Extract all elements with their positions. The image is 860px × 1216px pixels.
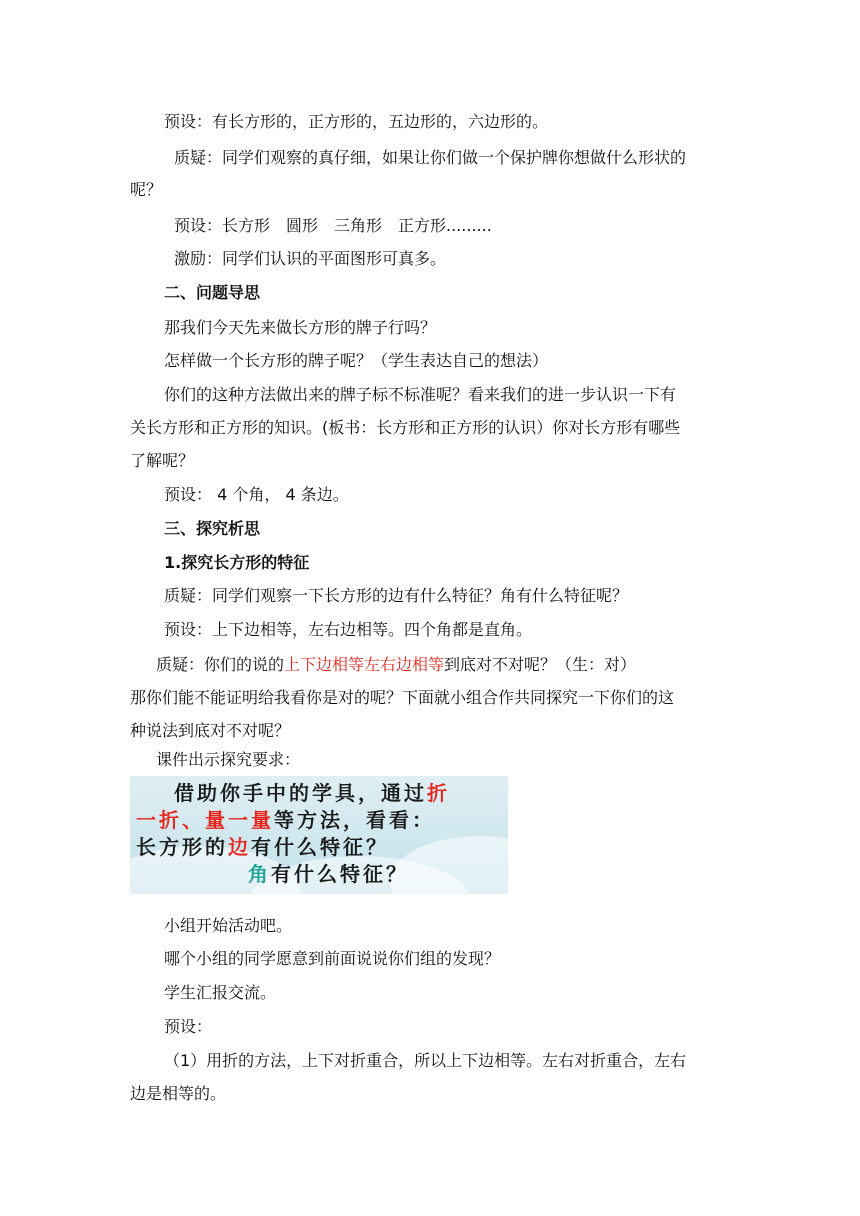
section-heading-2: 二、问题导思 bbox=[164, 283, 261, 302]
paragraph-question-line1: 质疑：同学们观察的真仔细，如果让你们做一个保护牌你想做什么形状的 bbox=[174, 148, 687, 167]
paragraph-preset-equal: 预设：上下边相等，左右边相等。四个角都是直角。 bbox=[164, 620, 533, 639]
paragraph-standard-line3: 了解呢？ bbox=[130, 451, 195, 470]
paragraph-courseware: 课件出示探究要求： bbox=[156, 750, 301, 769]
paragraph-which-group: 哪个小组的同学愿意到前面说说你们组的发现？ bbox=[164, 949, 501, 968]
paragraph-preset-label: 预设： bbox=[164, 1017, 213, 1036]
banner-line-3: 长方形的边有什么特征？ bbox=[136, 835, 389, 859]
banner-line-4: 角有什么特征？ bbox=[248, 862, 409, 886]
banner-line-1: 借助你手中的学具，通过折 bbox=[174, 781, 450, 805]
paragraph-preset-corners: 预设： 4 个角， 4 条边。 bbox=[164, 485, 349, 504]
paragraph-prove-line1: 那你们能不能证明给我看你是对的呢？下面就小组合作共同探究一下你们的这 bbox=[130, 688, 675, 707]
paragraph-fold-line1: （1）用折的方法，上下对折重合，所以上下边相等。左右对折重合，左右 bbox=[164, 1051, 687, 1070]
paragraph-fold-line2: 边是相等的。 bbox=[130, 1084, 227, 1103]
paragraph-standard-line2: 关长方形和正方形的知识。(板书：长方形和正方形的认识）你对长方形有哪些 bbox=[130, 418, 681, 437]
paragraph-encourage: 激励：同学们认识的平面图形可真多。 bbox=[174, 249, 447, 268]
paragraph-make-sign: 那我们今天先来做长方形的牌子行吗？ bbox=[164, 318, 437, 337]
paragraph-observe-sides: 质疑：同学们观察一下长方形的边有什么特征？角有什么特征呢？ bbox=[164, 586, 629, 605]
paragraph-preset-list: 预设：长方形 圆形 三角形 正方形......... bbox=[174, 216, 492, 235]
question-suffix: 到底对不对呢？（生：对） bbox=[444, 655, 637, 674]
courseware-banner-image bbox=[130, 776, 508, 894]
banner-line-2: 一折、量一量等方法，看看： bbox=[136, 808, 435, 832]
paragraph-how-make: 怎样做一个长方形的牌子呢？（学生表达自己的想法） bbox=[164, 351, 549, 370]
paragraph-standard-line1: 你们的这种方法做出来的牌子标不标准呢？看来我们的进一步认识一下有 bbox=[164, 385, 677, 404]
question-prefix: 质疑：你们的说的 bbox=[156, 655, 285, 674]
highlight-equal-sides: 上下边相等左右边相等 bbox=[284, 655, 445, 674]
section-heading-3: 三、探究析思 bbox=[164, 519, 261, 538]
paragraph-start-activity: 小组开始活动吧。 bbox=[164, 916, 293, 935]
paragraph-report: 学生汇报交流。 bbox=[164, 983, 277, 1002]
subsection-heading-1: 1.探究长方形的特征 bbox=[164, 553, 310, 572]
paragraph-question-equal bbox=[156, 647, 758, 682]
paragraph-preset-shapes: 预设：有长方形的，正方形的，五边形的，六边形的。 bbox=[164, 112, 549, 131]
paragraph-question-line2: 呢？ bbox=[130, 180, 163, 199]
paragraph-prove-line2: 种说法到底对不对呢？ bbox=[130, 721, 291, 740]
